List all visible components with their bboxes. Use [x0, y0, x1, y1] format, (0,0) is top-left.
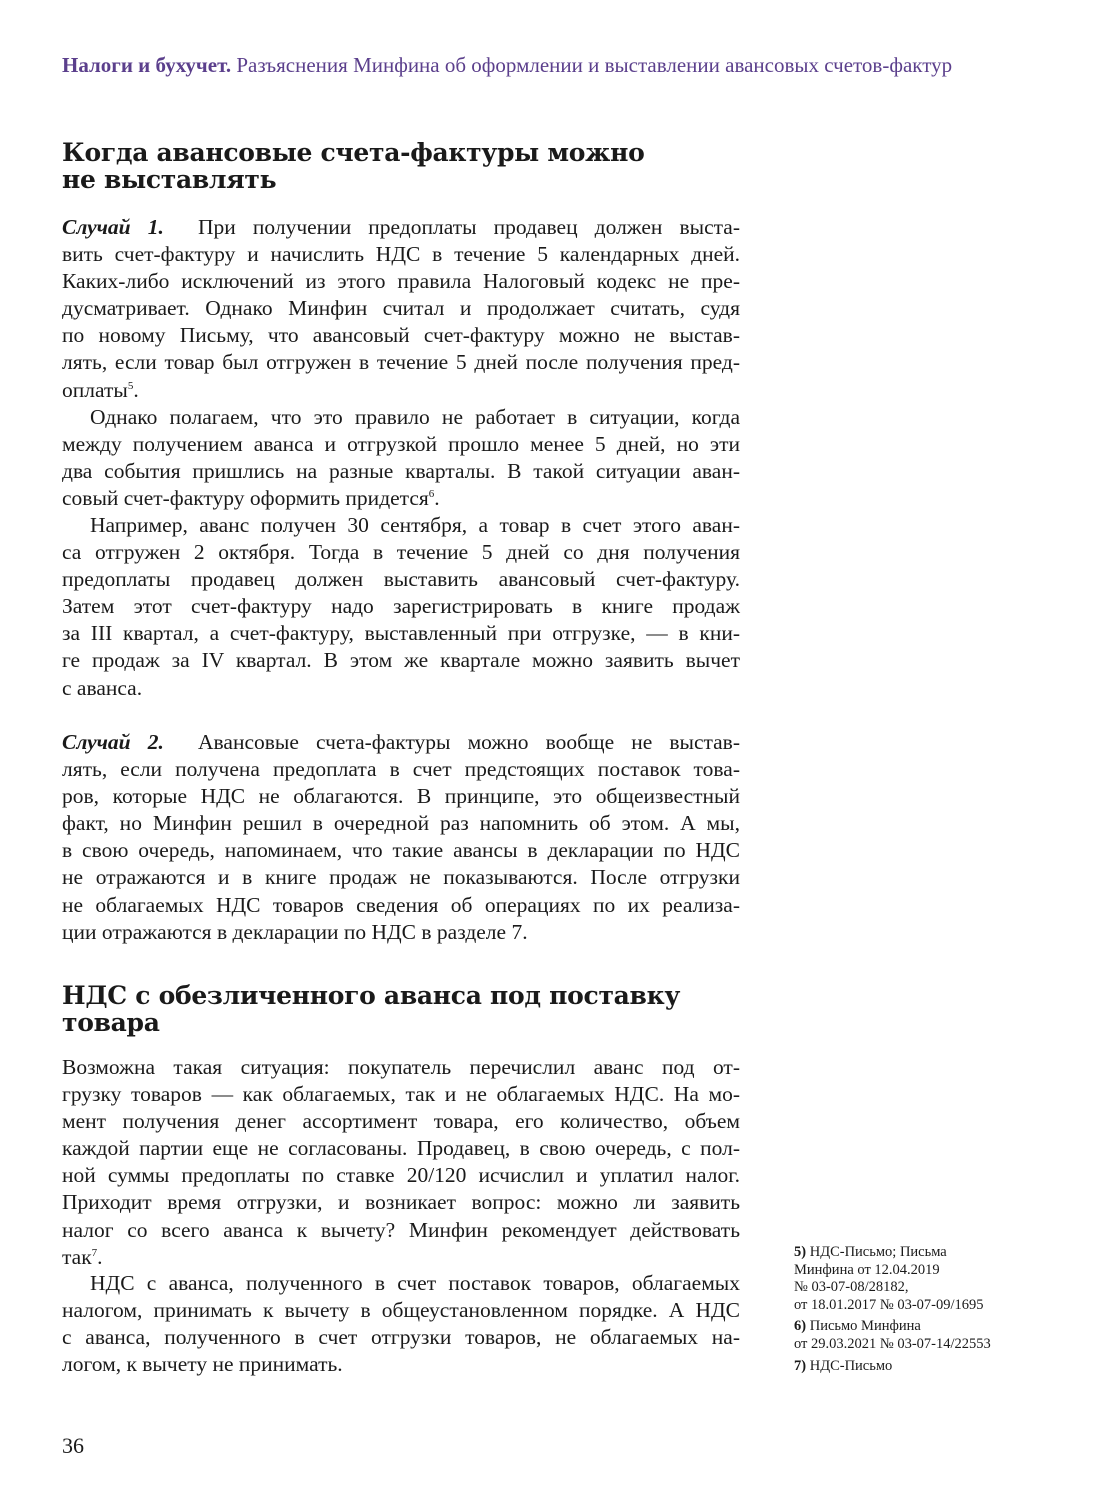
- footnote-text: № 03-07-08/28182,: [794, 1279, 909, 1296]
- text-line: совый счет-фактуру оформить придется$^6$.: [62, 486, 440, 511]
- line-text: с аванса.: [62, 675, 143, 700]
- page-number: 36: [62, 1433, 84, 1458]
- text-line: [62, 539, 740, 566]
- line-text: лять, если товар был отгружен в течение 5 дней после получения пред-: [62, 350, 740, 375]
- text-line: [62, 1108, 740, 1135]
- line-text: логом, к вычету не принимать.: [62, 1352, 343, 1377]
- line-text: между получением аванса и отгрузкой прошло менее 5 дней, но эти: [62, 432, 740, 457]
- heading-line: Когда авансовые счета-фактуры можно: [62, 138, 645, 167]
- text-line: [62, 322, 740, 349]
- footnote: [794, 1244, 1054, 1314]
- footnote-text: от 29.03.2021 № 03-07-14/22553: [794, 1335, 991, 1352]
- line-text: са отгружен 2 октября. Тогда в течение 5 дней со дня получения: [62, 540, 740, 565]
- text-line: [62, 675, 740, 702]
- text-line: [62, 810, 740, 837]
- case-label: Случай 1.: [62, 215, 164, 239]
- footnote-text: от 18.01.2017 № 03-07-09/1695: [794, 1296, 984, 1313]
- footnote: [794, 1358, 1054, 1376]
- line-text: лять, если получена предоплата в счет предстоящих поставок това-: [62, 757, 740, 782]
- line-text: мент получения денег ассортимент товара, его количество, объем: [62, 1109, 740, 1134]
- running-header: [62, 53, 952, 78]
- text-line: [62, 892, 740, 919]
- footnote-number: 7): [794, 1357, 807, 1374]
- line-text: оплаты: [62, 377, 128, 402]
- text-line: [62, 593, 740, 620]
- line-text: грузку товаров — как облагаемых, так и не облагаемых НДС. На мо-: [62, 1082, 740, 1107]
- paragraph-case-1: [62, 214, 740, 404]
- line-text: Затем этот счет-фактуру надо зарегистрировать в книге продаж: [62, 594, 740, 619]
- line-text: в свою очередь, напоминаем, что такие авансы в декларации по НДС: [62, 838, 740, 863]
- section-heading-1: [62, 139, 644, 193]
- header-section: Налоги и бухучет.: [62, 53, 232, 77]
- header-title: Разъяснения Минфина об оформлении и выставлении авансовых счетов-фактур: [236, 53, 953, 77]
- line-text: Авансовые счета-фактуры можно вообще не выстав-: [198, 730, 740, 754]
- text-line: [62, 647, 740, 674]
- heading-line: НДС с обезличенного аванса под поставку: [62, 981, 681, 1010]
- line-text: Однако полагаем, что это правило не работает в ситуации, когда: [90, 405, 740, 429]
- text-line: так$^7$.: [62, 1244, 103, 1269]
- line-text: совый счет-фактуру оформить придется: [62, 486, 429, 511]
- text-line: [62, 241, 740, 268]
- paragraph-recommendation: [62, 1270, 740, 1378]
- line-text: Возможна такая ситуация: покупатель перечислил аванс под от-: [62, 1055, 740, 1079]
- text-line: [62, 295, 740, 322]
- text-line: [62, 729, 740, 756]
- line-text: с аванса, полученного в счет отгрузки товаров, не облагаемых на-: [62, 1325, 740, 1350]
- line-text: дусматривает. Однако Минфин считал и продолжает считать, судя: [62, 296, 740, 321]
- text-line: [62, 404, 740, 431]
- text-line: [62, 1324, 740, 1351]
- paragraph-example: [62, 512, 740, 702]
- text-line: [62, 783, 740, 810]
- footnote: [794, 1318, 1054, 1353]
- line-text: не облагаемых НДС товаров сведения об операциях по их реализа-: [62, 892, 740, 917]
- footnote-text: Минфина от 12.04.2019: [794, 1261, 940, 1278]
- footnote-text: НДС-Письмо: [809, 1357, 893, 1374]
- footnote-text: НДС-Письмо; Письма: [809, 1244, 947, 1260]
- text-line: [62, 1297, 740, 1324]
- text-line: [62, 1135, 740, 1162]
- text-line: [62, 756, 740, 783]
- text-line: [62, 214, 740, 241]
- text-line: [62, 1217, 740, 1244]
- text-line: [62, 431, 740, 458]
- line-text: за III квартал, а счет-фактуру, выставленный при отгрузке, — в кни-: [62, 621, 740, 646]
- line-text: налогом, принимать к вычету в общеустановленном порядке. А НДС: [62, 1298, 740, 1323]
- text-line: [62, 1162, 740, 1189]
- line-text: НДС с аванса, полученного в счет поставок товаров, облагаемых: [90, 1271, 740, 1295]
- text-line: [62, 1081, 740, 1108]
- heading-line: товара: [62, 1008, 160, 1037]
- line-text: Приходит время отгрузки, и возникает вопрос: можно ли заявить: [62, 1190, 740, 1215]
- line-text: предоплаты продавец должен выставить авансовый счет-фактуру.: [62, 567, 740, 592]
- line-text: ции отражаются в декларации по НДС в разделе 7.: [62, 919, 528, 944]
- section-heading-2: [62, 982, 680, 1036]
- text-line: [62, 1054, 740, 1081]
- line-text: налог со всего аванса к вычету? Минфин рекомендует действовать: [62, 1217, 740, 1242]
- heading-line: не выставлять: [62, 165, 277, 194]
- line-text: так: [62, 1244, 92, 1269]
- footnote-ref[interactable]: 6: [428, 488, 435, 501]
- text-line: [62, 919, 740, 946]
- text-line: [62, 1270, 740, 1297]
- text-line: [62, 620, 740, 647]
- paragraph-situation: [62, 1054, 740, 1271]
- line-text: ной суммы предоплаты по ставке 20/120 исчислил и уплатил налог.: [62, 1163, 740, 1188]
- line-text: каждой партии еще не согласованы. Продавец, в свою очередь, с пол-: [62, 1136, 740, 1161]
- line-text: Каких-либо исключений из этого правила Налоговый кодекс не пре-: [62, 269, 740, 294]
- line-text: Например, аванс получен 30 сентября, а товар в счет этого аван-: [90, 513, 740, 537]
- footnote-number: 6): [794, 1318, 807, 1335]
- footnote-ref[interactable]: 5: [127, 379, 134, 392]
- line-text: не отражаются и в книге продаж не показываются. После отгрузки: [62, 865, 740, 890]
- line-text: два события пришлись на разные кварталы. В такой ситуации аван-: [62, 459, 740, 484]
- text-line: [62, 512, 740, 539]
- line-text: ров, которые НДС не облагаются. В принципе, это общеизвестный: [62, 784, 740, 809]
- case-label: Случай 2.: [62, 730, 164, 754]
- footnote-ref[interactable]: 7: [91, 1246, 98, 1259]
- paragraph-case-2: [62, 729, 740, 946]
- paragraph-2: [62, 404, 740, 512]
- footnotes: [794, 1244, 1054, 1379]
- text-line: [62, 1351, 740, 1378]
- footnote-text: Письмо Минфина: [809, 1318, 921, 1335]
- line-text: по новому Письму, что авансовый счет-фактуру можно не выстав-: [62, 323, 740, 348]
- text-line: [62, 566, 740, 593]
- text-line: [62, 1189, 740, 1216]
- text-line: [62, 864, 740, 891]
- footnote-number: 5): [794, 1244, 807, 1260]
- line-text: ге продаж за IV квартал. В этом же квартале можно заявить вычет: [62, 648, 740, 673]
- text-line: [62, 268, 740, 295]
- text-line: [62, 837, 740, 864]
- text-line: [62, 458, 740, 485]
- line-text: вить счет-фактуру и начислить НДС в течение 5 календарных дней.: [62, 242, 740, 267]
- line-text: При получении предоплаты продавец должен выста-: [198, 215, 740, 239]
- text-line: оплаты$^5$.: [62, 377, 139, 402]
- text-line: [62, 349, 740, 376]
- line-text: факт, но Минфин решил в очередной раз напомнить об этом. А мы,: [62, 811, 740, 836]
